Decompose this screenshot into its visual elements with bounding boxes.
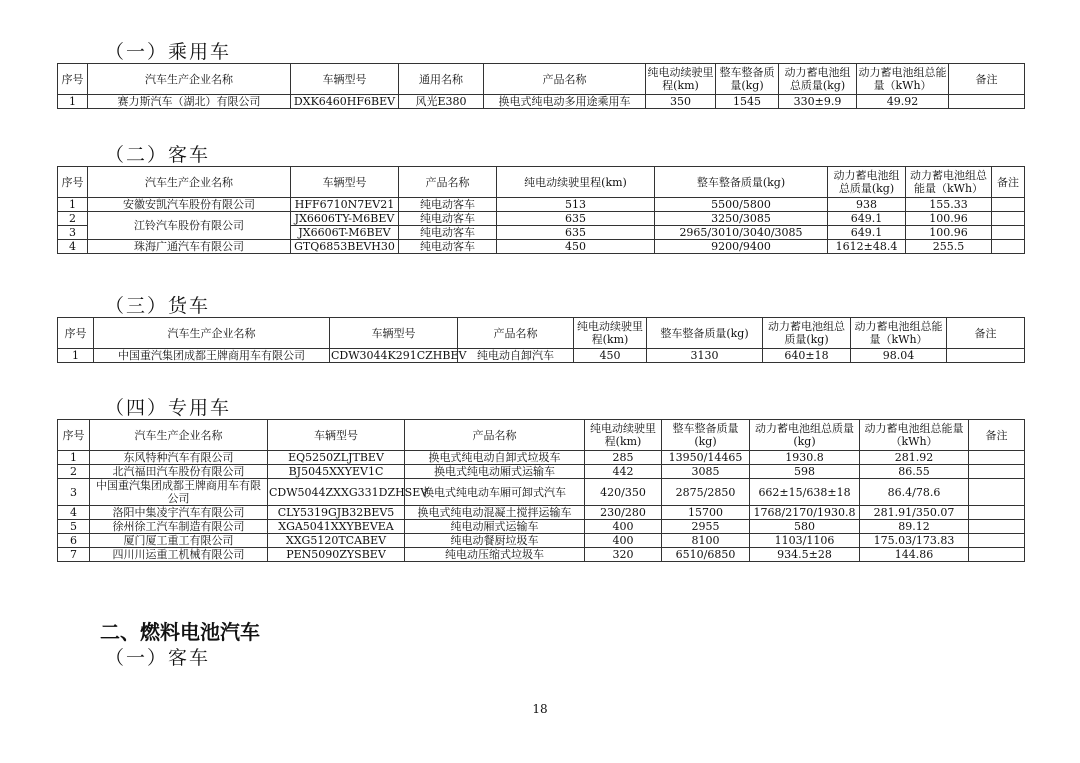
table-cell: 纯电动压缩式垃圾车 — [405, 548, 585, 562]
section-title-bus: （二）客车 — [105, 144, 211, 166]
table-cell — [969, 479, 1025, 506]
table-cell: 纯电动客车 — [399, 226, 497, 240]
table-cell: 934.5±28 — [750, 548, 860, 562]
table-cell: DXK6460HF6BEV — [291, 95, 399, 109]
table-cell: 纯电动客车 — [399, 198, 497, 212]
table-cell: 5500/5800 — [655, 198, 828, 212]
table-cell: 3085 — [662, 465, 750, 479]
table-header-row — [58, 64, 1025, 95]
column-header: 通用名称 — [399, 64, 484, 95]
table-cell: 86.55 — [860, 465, 969, 479]
column-header: 动力蓄电池组总能量（kWh） — [857, 64, 949, 95]
table-cell: 3130 — [647, 349, 763, 363]
table-cell: CDW5044ZXXG331DZHSEV — [268, 479, 405, 506]
table-cell: 4 — [58, 506, 90, 520]
bus-table — [57, 166, 1025, 254]
table-cell: 513 — [497, 198, 655, 212]
special-vehicle-table — [57, 419, 1025, 562]
table-cell: 四川川运重工机械有限公司 — [90, 548, 268, 562]
table-cell: 东风特种汽车有限公司 — [90, 451, 268, 465]
table-cell: 换电式纯电动混凝土搅拌运输车 — [405, 506, 585, 520]
table-cell: 635 — [497, 226, 655, 240]
table-cell: 350 — [646, 95, 716, 109]
table-cell: 3 — [58, 479, 90, 506]
table-cell: 换电式纯电动多用途乘用车 — [484, 95, 646, 109]
table-cell: 风光E380 — [399, 95, 484, 109]
table-cell: 3 — [58, 226, 88, 240]
table-cell — [969, 520, 1025, 534]
column-header: 备注 — [992, 167, 1025, 198]
table-cell: 5 — [58, 520, 90, 534]
table-cell: 649.1 — [828, 226, 906, 240]
column-header: 汽车生产企业名称 — [90, 420, 268, 451]
table-row — [58, 506, 1025, 520]
table-cell: 1545 — [716, 95, 779, 109]
column-header: 产品名称 — [405, 420, 585, 451]
table-cell: 285 — [585, 451, 662, 465]
table-cell: 635 — [497, 212, 655, 226]
column-header: 序号 — [58, 167, 88, 198]
table-cell: 320 — [585, 548, 662, 562]
table-cell: 230/280 — [585, 506, 662, 520]
table-cell: 北汽福田汽车股份有限公司 — [90, 465, 268, 479]
table-cell: 4 — [58, 240, 88, 254]
table-cell: 1 — [58, 95, 88, 109]
column-header: 动力蓄电池组总质量(kg) — [750, 420, 860, 451]
table-cell: 450 — [574, 349, 647, 363]
table-cell: 662±15/638±18 — [750, 479, 860, 506]
page-number: 18 — [532, 702, 548, 716]
column-header: 动力蓄电池组总质量(kg) — [779, 64, 857, 95]
column-header: 纯电动续驶里程(km) — [574, 318, 647, 349]
table-cell — [992, 240, 1025, 254]
table-cell: 100.96 — [906, 226, 992, 240]
column-header: 整车整备质量(kg) — [662, 420, 750, 451]
table-cell: XGA5041XXYBEVEA — [268, 520, 405, 534]
table-cell: 徐州徐工汽车制造有限公司 — [90, 520, 268, 534]
column-header: 整车整备质量(kg) — [655, 167, 828, 198]
table-cell: 珠海广通汽车有限公司 — [88, 240, 291, 254]
table-cell: 100.96 — [906, 212, 992, 226]
column-header: 产品名称 — [484, 64, 646, 95]
table-cell — [969, 534, 1025, 548]
table-cell: 赛力斯汽车（湖北）有限公司 — [88, 95, 291, 109]
table-row — [58, 198, 1025, 212]
table-cell: 纯电动厢式运输车 — [405, 520, 585, 534]
table-cell: 49.92 — [857, 95, 949, 109]
table-cell: 330±9.9 — [779, 95, 857, 109]
table-row — [58, 240, 1025, 254]
table-cell: 厦门厦工重工有限公司 — [90, 534, 268, 548]
table-cell: 6 — [58, 534, 90, 548]
table-cell: GTQ6853BEVH30 — [291, 240, 399, 254]
table-cell: 换电式纯电动自卸式垃圾车 — [405, 451, 585, 465]
table-cell: XXG5120TCABEV — [268, 534, 405, 548]
table-cell: 938 — [828, 198, 906, 212]
table-cell: 江铃汽车股份有限公司 — [88, 212, 291, 240]
column-header: 汽车生产企业名称 — [94, 318, 330, 349]
table-cell: 1 — [58, 451, 90, 465]
table-cell: 1103/1106 — [750, 534, 860, 548]
table-cell: 281.92 — [860, 451, 969, 465]
table-row — [58, 520, 1025, 534]
table-cell: 2 — [58, 212, 88, 226]
column-header: 产品名称 — [399, 167, 497, 198]
column-header: 纯电动续驶里程(km) — [585, 420, 662, 451]
table-cell: 640±18 — [763, 349, 851, 363]
column-header: 动力蓄电池组总质量(kg) — [828, 167, 906, 198]
table-cell: 1 — [58, 198, 88, 212]
table-header-row — [58, 420, 1025, 451]
column-header: 汽车生产企业名称 — [88, 64, 291, 95]
column-header: 纯电动续驶里程(km) — [497, 167, 655, 198]
table-cell: 598 — [750, 465, 860, 479]
truck-table — [57, 317, 1025, 363]
table-cell: 155.33 — [906, 198, 992, 212]
table-cell: 洛阳中集凌宇汽车有限公司 — [90, 506, 268, 520]
table-cell: 420/350 — [585, 479, 662, 506]
table-cell: 安徽安凯汽车股份有限公司 — [88, 198, 291, 212]
table-cell: 纯电动客车 — [399, 240, 497, 254]
table-row — [58, 212, 1025, 226]
table-cell: 98.04 — [851, 349, 947, 363]
table-cell: 255.5 — [906, 240, 992, 254]
table-cell — [969, 506, 1025, 520]
table-cell: 8100 — [662, 534, 750, 548]
table-cell — [969, 465, 1025, 479]
table-header-row — [58, 167, 1025, 198]
column-header: 备注 — [947, 318, 1025, 349]
table-cell: 3250/3085 — [655, 212, 828, 226]
table-cell: 2955 — [662, 520, 750, 534]
fuel-cell-title: 二、燃料电池汽车 — [100, 620, 260, 644]
table-cell — [947, 349, 1025, 363]
column-header: 纯电动续驶里程(km) — [646, 64, 716, 95]
table-row — [58, 465, 1025, 479]
passenger-car-table — [57, 63, 1025, 109]
table-cell: JX6606TY-M6BEV — [291, 212, 399, 226]
table-cell: 1930.8 — [750, 451, 860, 465]
column-header: 备注 — [949, 64, 1025, 95]
table-cell: 144.86 — [860, 548, 969, 562]
table-cell: JX6606T-M6BEV — [291, 226, 399, 240]
section-title-passenger: （一）乘用车 — [105, 41, 232, 63]
table-cell: 中国重汽集团成都王牌商用车有限公司 — [90, 479, 268, 506]
table-cell: CDW3044K291CZHBEV — [331, 349, 467, 362]
table-cell: EQ5250ZLJTBEV — [268, 451, 405, 465]
section-title-special: （四）专用车 — [105, 397, 232, 419]
table-cell: HFF6710N7EV21 — [291, 198, 399, 212]
table-cell: 换电式纯电动车厢可卸式汽车 — [405, 479, 585, 506]
table-cell: 纯电动自卸汽车 — [458, 349, 574, 363]
table-cell: 2875/2850 — [662, 479, 750, 506]
column-header: 车辆型号 — [291, 64, 399, 95]
table-row — [58, 95, 1025, 109]
table-cell: BJ5045XXYEV1C — [268, 465, 405, 479]
table-cell: 换电式纯电动厢式运输车 — [405, 465, 585, 479]
column-header: 车辆型号 — [268, 420, 405, 451]
column-header: 动力蓄电池组总能量（kWh） — [906, 167, 992, 198]
table-cell: 中国重汽集团成都王牌商用车有限公司 — [94, 349, 330, 363]
column-header: 序号 — [58, 318, 94, 349]
table-cell: 2965/3010/3040/3085 — [655, 226, 828, 240]
column-header: 动力蓄电池组总能量（kWh） — [851, 318, 947, 349]
table-cell: 13950/14465 — [662, 451, 750, 465]
table-cell: 86.4/78.6 — [860, 479, 969, 506]
column-header: 动力蓄电池组总质量(kg) — [763, 318, 851, 349]
column-header: 整车整备质量(kg) — [647, 318, 763, 349]
table-cell: PEN5090ZYSBEV — [268, 548, 405, 562]
table-cell: 1768/2170/1930.8 — [750, 506, 860, 520]
table-cell: CLY5319GJB32BEV5 — [268, 506, 405, 520]
column-header: 产品名称 — [458, 318, 574, 349]
table-cell: 281.91/350.07 — [860, 506, 969, 520]
table-cell: 580 — [750, 520, 860, 534]
table-cell — [992, 198, 1025, 212]
column-header: 动力蓄电池组总能量（kWh） — [860, 420, 969, 451]
table-cell: 442 — [585, 465, 662, 479]
table-cell: 纯电动餐厨垃圾车 — [405, 534, 585, 548]
column-header: 整车整备质量(kg) — [716, 64, 779, 95]
table-cell — [949, 95, 1025, 109]
table-cell: 89.12 — [860, 520, 969, 534]
section-title-truck: （三）货车 — [105, 295, 211, 317]
table-row — [58, 534, 1025, 548]
table-cell: 400 — [585, 520, 662, 534]
table-cell — [969, 548, 1025, 562]
table-cell: 175.03/173.83 — [860, 534, 969, 548]
column-header: 序号 — [58, 420, 90, 451]
column-header: 汽车生产企业名称 — [88, 167, 291, 198]
table-row — [58, 451, 1025, 465]
table-row — [58, 349, 1025, 363]
column-header: 序号 — [58, 64, 88, 95]
table-cell: 649.1 — [828, 212, 906, 226]
table-cell — [992, 212, 1025, 226]
table-cell: 纯电动客车 — [399, 212, 497, 226]
column-header: 车辆型号 — [330, 318, 458, 349]
table-cell: 1612±48.4 — [828, 240, 906, 254]
table-cell: 1 — [58, 349, 94, 363]
table-cell: 9200/9400 — [655, 240, 828, 254]
column-header: 备注 — [969, 420, 1025, 451]
table-cell: 450 — [497, 240, 655, 254]
table-row — [58, 548, 1025, 562]
table-header-row — [58, 318, 1025, 349]
table-cell: 15700 — [662, 506, 750, 520]
table-row — [58, 479, 1025, 506]
table-cell — [969, 451, 1025, 465]
table-cell: 6510/6850 — [662, 548, 750, 562]
table-cell: 7 — [58, 548, 90, 562]
table-cell: 2 — [58, 465, 90, 479]
table-cell: 400 — [585, 534, 662, 548]
table-cell — [992, 226, 1025, 240]
column-header: 车辆型号 — [291, 167, 399, 198]
fuel-cell-bus-subtitle: （一）客车 — [105, 647, 211, 669]
